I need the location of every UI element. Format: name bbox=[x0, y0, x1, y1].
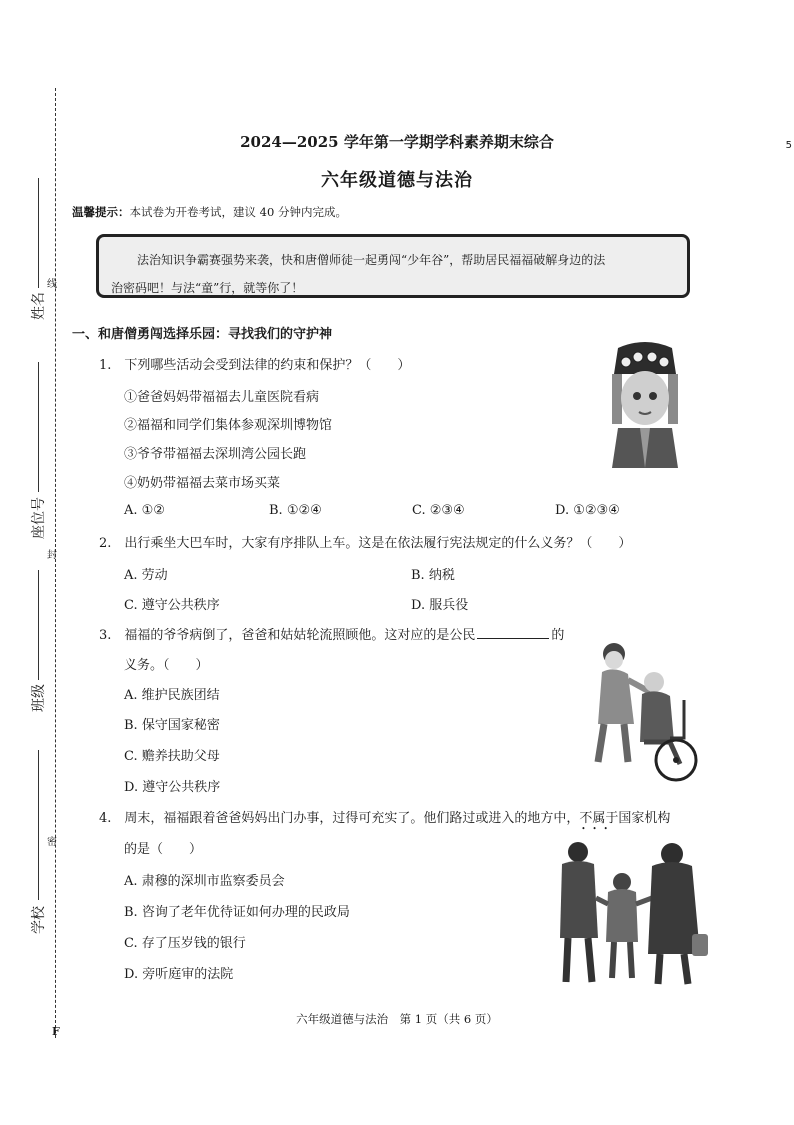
q4-stem-part-2: 国家机构 bbox=[618, 811, 671, 826]
q1-item-3: ③爷爷带福福去深圳湾公园长跑 bbox=[124, 447, 307, 462]
q3-stem bbox=[99, 624, 564, 643]
q1-item-4: ④奶奶带福福去菜市场买菜 bbox=[124, 476, 281, 491]
banner-line-1: 法治知识争霸赛强势来袭，快和唐僧师徒一起勇闯“少年谷”，帮助居民福福破解身边的法 bbox=[137, 253, 606, 267]
q3-option-b: B. 保守国家秘密 bbox=[124, 718, 220, 733]
intro-banner bbox=[96, 234, 690, 298]
seat-blank-line bbox=[38, 362, 40, 492]
school-field-label: 学校 bbox=[31, 906, 47, 934]
page-corner-number: 5 bbox=[785, 140, 792, 151]
class-field-label: 班级 bbox=[31, 684, 47, 712]
school-blank-line bbox=[38, 750, 40, 900]
binding-dashed-line bbox=[55, 88, 56, 1038]
hint-label: 温馨提示： bbox=[72, 205, 130, 219]
exam-hint bbox=[72, 204, 347, 220]
binding-mark-f: F bbox=[52, 1025, 60, 1038]
q1-stem: 1. 下列哪些活动会受到法律的约束和保护？（ ） bbox=[99, 358, 411, 373]
q1-option-b: B. ①②④ bbox=[269, 503, 322, 518]
class-blank-line bbox=[38, 570, 40, 680]
binding-mark-xian: 线 bbox=[47, 279, 57, 290]
q4-stem-part-1: 4. 周末，福福跟着爸爸妈妈出门办事，过得可充实了。他们路过或进入的地方中， bbox=[99, 811, 580, 826]
q4-stem-part-3: 的是（ ） bbox=[124, 842, 203, 857]
q3-option-a: A. 维护民族团结 bbox=[124, 688, 220, 703]
q2-option-a: A. 劳动 bbox=[124, 568, 168, 583]
name-field-label: 姓名 bbox=[31, 292, 47, 320]
name-blank-line bbox=[38, 178, 40, 288]
exam-title: 2024—2025 学年第一学期学科素养期末综合 bbox=[240, 133, 554, 151]
q4-emphasis: 不属于 ••• bbox=[579, 811, 618, 826]
banner-line-2: 治密码吧！与法“童”行，就等你了！ bbox=[111, 281, 304, 295]
q3-option-d: D. 遵守公共秩序 bbox=[124, 780, 221, 795]
q2-option-d: D. 服兵役 bbox=[411, 598, 469, 613]
seat-field-label: 座位号 bbox=[31, 497, 47, 539]
q2-option-c: C. 遵守公共秩序 bbox=[124, 598, 220, 613]
q3-answer-blank[interactable] bbox=[477, 626, 549, 639]
q3-stem-part-2: 的 bbox=[551, 628, 565, 643]
q3-stem-part-3: 义务。（ ） bbox=[124, 658, 209, 673]
binding-mark-mi: 密 bbox=[47, 837, 57, 848]
family-walking-illustration bbox=[552, 838, 712, 988]
q1-option-d: D. ①②③④ bbox=[555, 503, 620, 518]
q4-stem bbox=[99, 807, 670, 826]
q3-option-c: C. 赡养扶助父母 bbox=[124, 749, 220, 764]
section-1-heading: 一、和唐僧勇闯选择乐园：寻找我们的守护神 bbox=[72, 327, 333, 342]
q3-stem-part-1: 3. 福福的爷爷病倒了，爸爸和姑姑轮流照顾他。这对应的是公民 bbox=[99, 628, 476, 643]
exam-subject: 六年级道德与法治 bbox=[321, 170, 473, 191]
caregiver-wheelchair-illustration bbox=[584, 634, 714, 784]
binding-mark-feng: 封 bbox=[47, 550, 57, 561]
q1-option-c: C. ②③④ bbox=[412, 503, 465, 518]
page-footer: 六年级道德与法治 第 1 页（共 6 页） bbox=[296, 1012, 498, 1026]
q4-option-c: C. 存了压岁钱的银行 bbox=[124, 936, 246, 951]
q2-stem: 2. 出行乘坐大巴车时，大家有序排队上车。这是在依法履行宪法规定的什么义务？（ ） bbox=[99, 536, 632, 551]
q4-option-b: B. 咨询了老年优待证如何办理的民政局 bbox=[124, 905, 350, 920]
q4-option-d: D. 旁听庭审的法院 bbox=[124, 967, 234, 982]
q1-item-1: ①爸爸妈妈带福福去儿童医院看病 bbox=[124, 390, 320, 405]
hint-text: 本试卷为开卷考试，建议 40 分钟内完成。 bbox=[129, 205, 347, 219]
q4-option-a: A. 肃穆的深圳市监察委员会 bbox=[124, 874, 285, 889]
q2-option-b: B. 纳税 bbox=[411, 568, 455, 583]
tang-monk-illustration bbox=[604, 340, 686, 470]
q1-item-2: ②福福和同学们集体参观深圳博物馆 bbox=[124, 418, 333, 433]
q1-option-a: A. ①② bbox=[124, 503, 165, 518]
